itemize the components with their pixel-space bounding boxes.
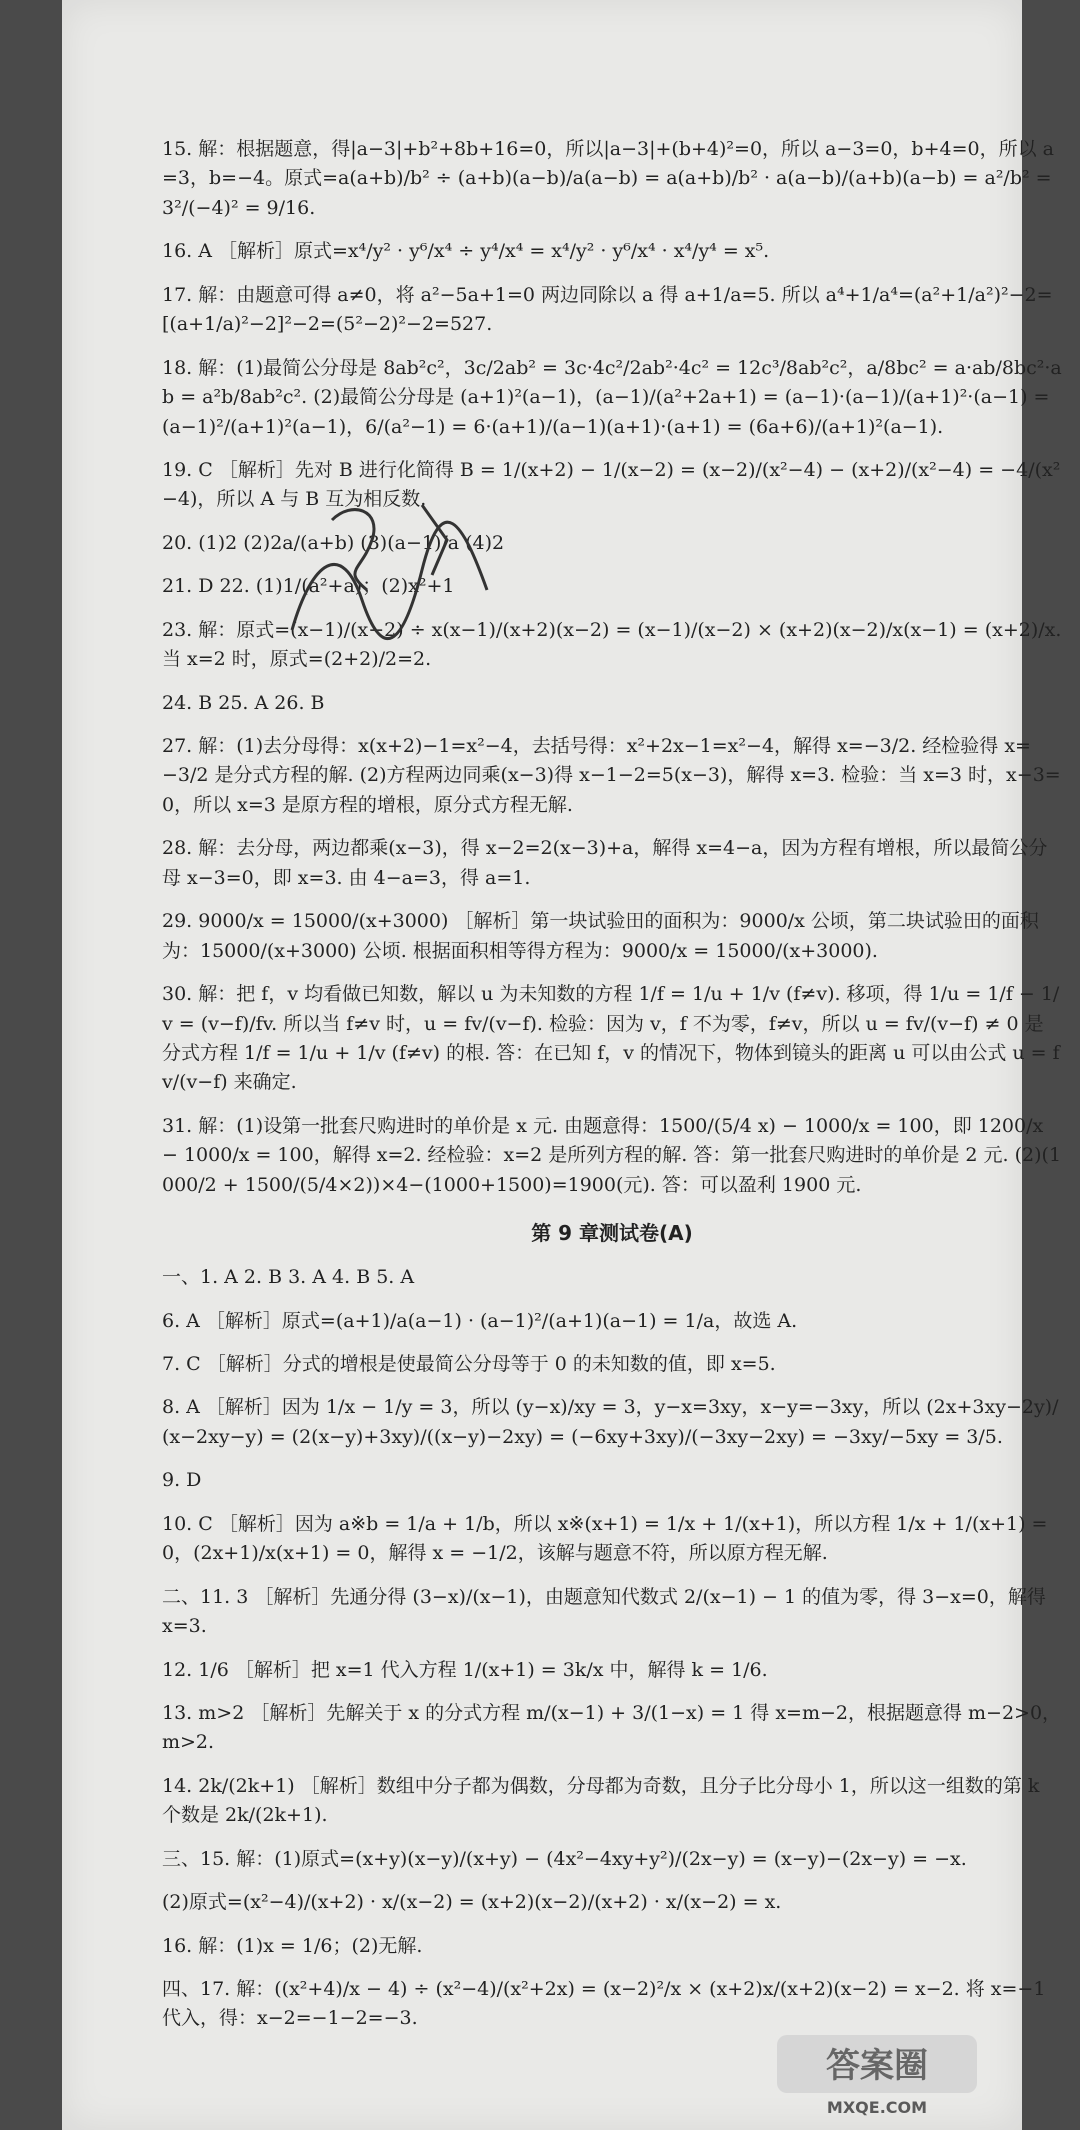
answer-20: 20. (1)2 (2)2a/(a+b) (3)(a−1)/a (4)2 — [162, 531, 505, 554]
answer-content — [162, 135, 1062, 2048]
watermark-main: 答案圈 — [826, 2046, 928, 2086]
test-answer-1-5: 一、1. A 2. B 3. A 4. B 5. A — [162, 1266, 415, 1289]
test-answer-15-2: (2)原式=(x²−4)/(x+2) · x/(x−2) = (x+2)(x−2)/(x+2) · x/(x−2) = x. — [162, 1891, 782, 1914]
watermark-url: MXQE.COM — [826, 2098, 928, 2117]
handwritten-scribble — [272, 480, 522, 680]
test-answer-10: 10. C ［解析］因为 a※b = 1/a + 1/b，所以 x※(x+1) = 1/x + 1/(x+1)，所以方程 1/x + 1/(x+1) = 0，(2x+1)/x(x+1) = 0，解得 x = −1/2，该解与题意不符，所以原方程无解. — [162, 1512, 1048, 1565]
answer-15: 15. 解：根据题意，得|a−3|+b²+8b+16=0，所以|a−3|+(b+4)²=0，所以 a−3=0，b+4=0，所以 a=3，b=−4。原式=a(a+b)/b² ÷ (a+b)(a−b)/a(a−b) = a(a+b)/b² · a(a−b)/(a+b)(a−b) = a²/b² = 3²/(−4)² = 9/16. — [162, 138, 1054, 219]
answer-29: 29. 9000/x = 15000/(x+3000) ［解析］第一块试验田的面积为：9000/x 公顷，第二块试验田的面积为：15000/(x+3000) 公顷. 根据面积相等得方程为：9000/x = 15000/(x+3000). — [162, 910, 1039, 962]
answer-16: 16. A ［解析］原式=x⁴/y² · y⁶/x⁴ ÷ y⁴/x⁴ = x⁴/y² · y⁶/x⁴ · x⁴/y⁴ = x⁵. — [162, 240, 770, 263]
test-answer-17: 四、17. 解：((x²+4)/x − 4) ÷ (x²−4)/(x²+2x) = (x−2)²/x × (x+2)x/(x+2)(x−2) = x−2. 将 x=−1 代入，得：x−2=−1−2=−3. — [162, 1978, 1046, 2030]
test-answer-14: 14. 2k/(2k+1) ［解析］数组中分子都为偶数，分母都为奇数，且分子比分母小 1，所以这一组数的第 k 个数是 2k/(2k+1). — [162, 1774, 1040, 1827]
answer-30: 30. 解：把 f，v 均看做已知数，解以 u 为未知数的方程 1/f = 1/u + 1/v (f≠v). 移项，得 1/u = 1/f − 1/v = (v−f)/fv. 所以当 f≠v 时，u = fv/(v−f). 检验：因为 v，f 不为零，f≠v，所以 u = fv/(v−f) ≠ 0 是分式方程 1/f = 1/u + 1/v (f≠v) 的根. 答：在已知 f，v 的情况下，物体到镜头的距离 u 可以由公式 u = fv/(v−f) 来确定. — [162, 983, 1060, 1094]
test-answer-15-1: 三、15. 解：(1)原式=(x+y)(x−y)/(x+y) − (4x²−4xy+y²)/(2x−y) = (x−y)−(2x−y) = −x. — [162, 1847, 967, 1870]
test-answer-6: 6. A ［解析］原式=(a+1)/a(a−1) · (a−1)²/(a+1)(a−1) = 1/a，故选 A. — [162, 1309, 798, 1332]
test-answer-16: 16. 解：(1)x = 1/6；(2)无解. — [162, 1934, 423, 1957]
answer-17: 17. 解：由题意可得 a≠0，将 a²−5a+1=0 两边同除以 a 得 a+1/a=5. 所以 a⁴+1/a⁴=(a²+1/a²)²−2=[(a+1/a)²−2]²−2=(5²−2)²−2=527. — [162, 283, 1053, 336]
site-watermark-logo — [772, 2030, 982, 2120]
answer-27: 27. 解：(1)去分母得：x(x+2)−1=x²−4，去括号得：x²+2x−1=x²−4，解得 x=−3/2. 经检验得 x=−3/2 是分式方程的解. (2)方程两边同乘(x−3)得 x−1−2=5(x−3)，解得 x=3. 检验：当 x=3 时，x−3=0，所以 x=3 是原方程的增根，原分式方程无解. — [162, 735, 1061, 816]
test-answer-7: 7. C ［解析］分式的增根是使最简公分母等于 0 的未知数的值，即 x=5. — [162, 1353, 776, 1375]
test-answer-8: 8. A ［解析］因为 1/x − 1/y = 3，所以 (y−x)/xy = 3，y−x=3xy，x−y=−3xy，所以 (2x+3xy−2y)/(x−2xy−y) = (2(x−y)+3xy)/((x−y)−2xy) = (−6xy+3xy)/(−3xy−2xy) = −3xy/−5xy = 3/5. — [162, 1396, 1059, 1448]
section-title: 第 9 章测试卷(A) — [531, 1221, 693, 1246]
test-answer-12: 12. 1/6 ［解析］把 x=1 代入方程 1/(x+1) = 3k/x 中，解得 k = 1/6. — [162, 1658, 768, 1681]
answer-24-26: 24. B 25. A 26. B — [162, 691, 325, 714]
answer-18: 18. 解：(1)最简公分母是 8ab²c²，3c/2ab² = 3c·4c²/2ab²·4c² = 12c³/8ab²c²，a/8bc² = a·ab/8bc²·ab = a²b/8ab²c². (2)最简公分母是 (a+1)²(a−1)，(a−1)/(a²+2a+1) = (a−1)·(a−1)/(a+1)²·(a−1) = (a−1)²/(a+1)²(a−1)，6/(a²−1) = 6·(a+1)/(a−1)(a+1)·(a+1) = (6a+6)/(a+1)²(a−1). — [162, 356, 1062, 438]
answer-23: 23. 解：原式=(x−1)/(x−2) ÷ x(x−1)/(x+2)(x−2) = (x−1)/(x−2) × (x+2)(x−2)/x(x−1) = (x+2)/x. 当 x=2 时，原式=(2+2)/2=2. — [162, 618, 1062, 671]
answer-28: 28. 解：去分母，两边都乘(x−3)，得 x−2=2(x−3)+a，解得 x=4−a，因为方程有增根，所以最简公分母 x−3=0，即 x=3. 由 4−a=3，得 a=1. — [162, 837, 1048, 889]
test-answer-13: 13. m>2 ［解析］先解关于 x 的分式方程 m/(x−1) + 3/(1−x) = 1 得 x=m−2，根据题意得 m−2>0，m>2. — [162, 1701, 1062, 1754]
test-answer-11: 二、11. 3 ［解析］先通分得 (3−x)/(x−1)，由题意知代数式 2/(x−1) − 1 的值为零，得 3−x=0，解得 x=3. — [162, 1585, 1046, 1638]
answer-31: 31. 解：(1)设第一批套尺购进时的单价是 x 元. 由题意得：1500/(5/4 x) − 1000/x = 100，即 1200/x − 1000/x = 100，解得 x=2. 经检验：x=2 是所列方程的解. 答：第一批套尺购进时的单价是 2 元. (2)(1000/2 + 1500/(5/4×2))×4−(1000+1500)=1900(元). 答：可以盈利 1900 元. — [162, 1114, 1062, 1196]
test-answer-9: 9. D — [162, 1469, 202, 1492]
document-page — [62, 0, 1062, 2130]
answer-21-22: 21. D 22. (1)1/(a²+a)；(2)x²+1 — [162, 575, 455, 598]
answer-19: 19. C ［解析］先对 B 进行化简得 B = 1/(x+2) − 1/(x−2) = (x−2)/(x²−4) − (x+2)/(x²−4) = −4/(x²−4)，所以 A 与 B 互为相反数. — [162, 458, 1061, 511]
